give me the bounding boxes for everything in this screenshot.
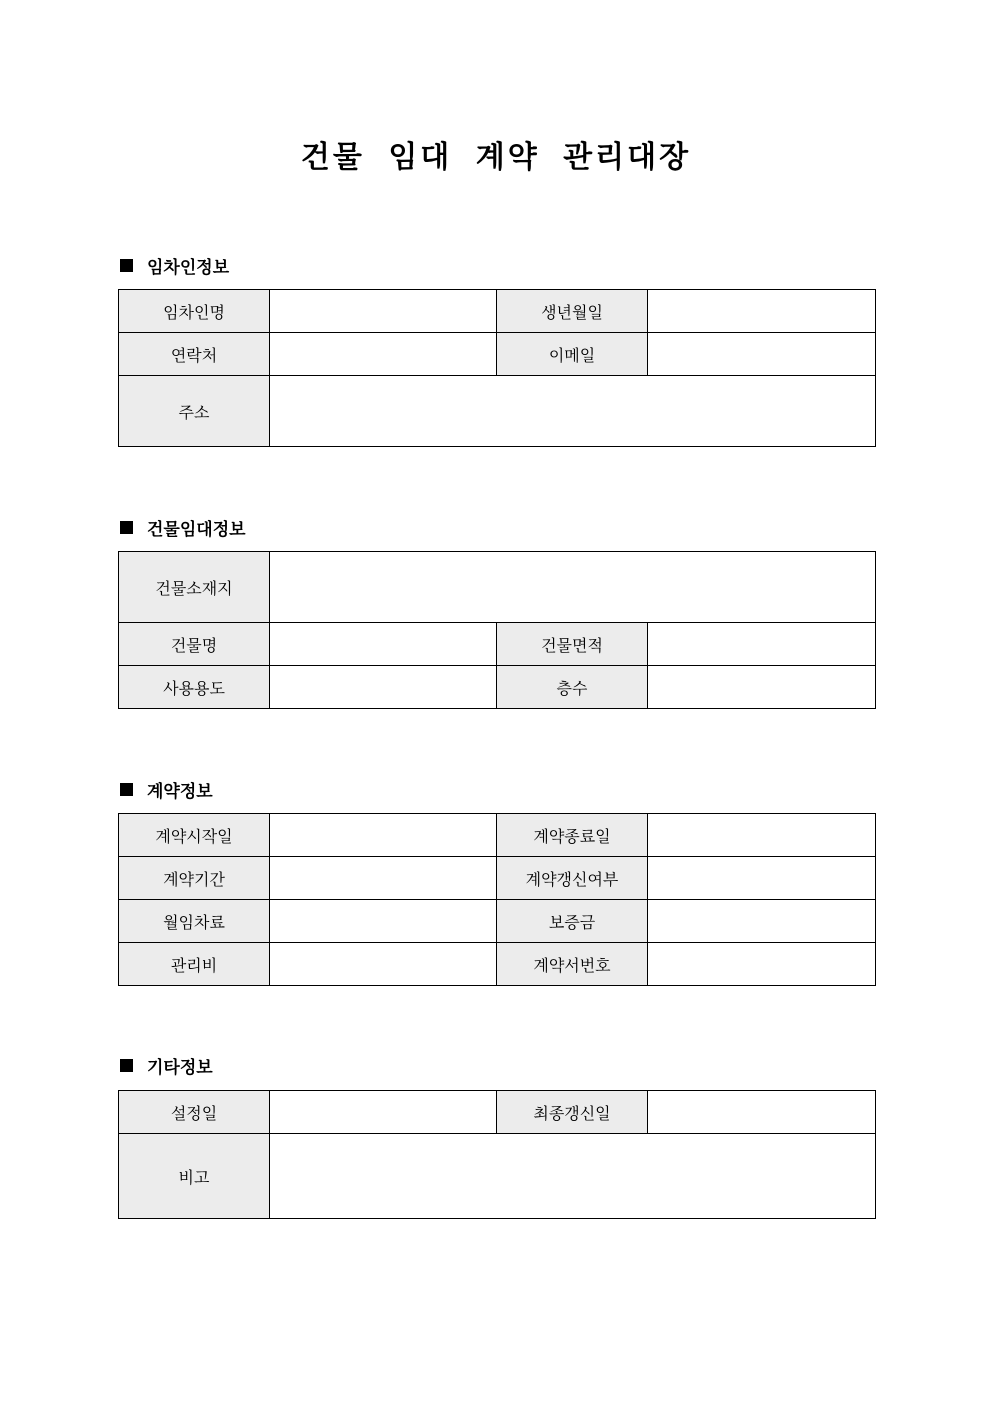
section-heading-text: 임차인정보 (147, 257, 230, 278)
square-bullet-icon (120, 521, 133, 534)
label-usage: 사용용도 (119, 666, 270, 709)
section-heading-tenant (118, 253, 229, 277)
phone-field[interactable] (270, 333, 497, 376)
table-row (119, 1134, 876, 1219)
contract-renewal-field[interactable] (648, 857, 876, 900)
label-building-name: 건물명 (119, 623, 270, 666)
table-row (119, 666, 876, 709)
tenant-info-table (118, 289, 876, 447)
label-address: 주소 (119, 376, 270, 447)
floors-field[interactable] (648, 666, 876, 709)
contract-start-field[interactable] (270, 814, 497, 857)
table-row (119, 333, 876, 376)
table-row (119, 552, 876, 623)
contract-period-field[interactable] (270, 857, 497, 900)
building-name-field[interactable] (270, 623, 497, 666)
building-location-field[interactable] (270, 552, 876, 623)
label-floors: 층수 (497, 666, 648, 709)
label-set-date: 설정일 (119, 1091, 270, 1134)
label-contract-end: 계약종료일 (497, 814, 648, 857)
monthly-rent-field[interactable] (270, 900, 497, 943)
usage-field[interactable] (270, 666, 497, 709)
label-contract-start: 계약시작일 (119, 814, 270, 857)
table-row (119, 623, 876, 666)
table-row (119, 290, 876, 333)
document-title: 건물 임대 계약 관리대장 (300, 140, 692, 175)
label-building-area: 건물면적 (497, 623, 648, 666)
contract-end-field[interactable] (648, 814, 876, 857)
section-heading-text: 건물임대정보 (147, 519, 246, 540)
label-contract-number: 계약서번호 (497, 943, 648, 986)
contract-info-table (118, 813, 876, 986)
building-info-table (118, 551, 876, 709)
management-fee-field[interactable] (270, 943, 497, 986)
birth-date-field[interactable] (648, 290, 876, 333)
set-date-field[interactable] (270, 1091, 497, 1134)
square-bullet-icon (120, 783, 133, 796)
table-row (119, 900, 876, 943)
label-building-location: 건물소재지 (119, 552, 270, 623)
table-row (119, 943, 876, 986)
table-row (119, 857, 876, 900)
section-heading-contract (118, 777, 213, 801)
other-info-table (118, 1090, 876, 1219)
remarks-field[interactable] (270, 1134, 876, 1219)
section-heading-text: 계약정보 (147, 781, 213, 802)
label-contract-renewal: 계약갱신여부 (497, 857, 648, 900)
label-birth-date: 생년월일 (497, 290, 648, 333)
deposit-field[interactable] (648, 900, 876, 943)
table-row (119, 1091, 876, 1134)
table-row (119, 814, 876, 857)
square-bullet-icon (120, 1059, 133, 1072)
tenant-name-field[interactable] (270, 290, 497, 333)
section-heading-text: 기타정보 (147, 1057, 213, 1078)
building-area-field[interactable] (648, 623, 876, 666)
table-row (119, 376, 876, 447)
label-monthly-rent: 월임차료 (119, 900, 270, 943)
email-field[interactable] (648, 333, 876, 376)
label-deposit: 보증금 (497, 900, 648, 943)
label-management-fee: 관리비 (119, 943, 270, 986)
label-email: 이메일 (497, 333, 648, 376)
section-heading-building (118, 515, 246, 539)
label-tenant-name: 임차인명 (119, 290, 270, 333)
label-contract-period: 계약기간 (119, 857, 270, 900)
label-remarks: 비고 (119, 1134, 270, 1219)
contract-number-field[interactable] (648, 943, 876, 986)
section-heading-other (118, 1053, 213, 1077)
square-bullet-icon (120, 259, 133, 272)
address-field[interactable] (270, 376, 876, 447)
last-updated-field[interactable] (648, 1091, 876, 1134)
label-last-updated: 최종갱신일 (497, 1091, 648, 1134)
label-phone: 연락처 (119, 333, 270, 376)
